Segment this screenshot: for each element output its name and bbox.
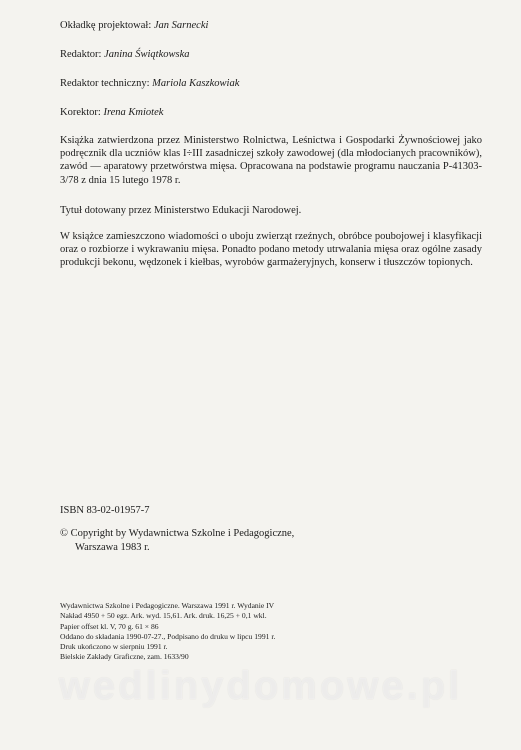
credit-role: Korektor:	[60, 107, 101, 118]
credit-name: Janina Świątkowska	[104, 49, 190, 60]
credit-role: Okładkę projektował:	[60, 20, 152, 31]
credit-name: Irena Kmiotek	[103, 107, 164, 118]
printing-imprint	[60, 601, 275, 663]
credit-name: Mariola Kaszkowiak	[152, 78, 240, 89]
imprint-line: Papier offset kl. V, 70 g. 61 × 86	[60, 621, 159, 631]
approval-paragraph: Książka zatwierdzona przez Ministerstwo Rolnictwa, Leśnictwa i Gospodarki Żywnościowej jako podręcznik dla uczniów klas I÷III zasadniczej szkoły zawodowej (dla młodocianych pracowników), zawód — aparatowy przetwórstwa mięsa. Opracowana na podstawie programu nauczania P-41303-3/78 z dnia 15 lutego 1978 r.	[60, 135, 482, 186]
credit-cover-designer	[60, 19, 208, 32]
isbn-number: ISBN 83-02-01957-7	[60, 505, 150, 516]
imprint-line: Druk ukończono w sierpniu 1991 r.	[60, 642, 168, 652]
imprint-line: Nakład 4950 + 50 egz. Ark. wyd. 15,61. Ark. druk. 16,25 + 0,1 wkl.	[60, 611, 267, 621]
credit-name: Jan Sarnecki	[153, 20, 209, 31]
imprint-line: Bielskie Zakłady Graficzne, zam. 1633/90	[60, 652, 189, 662]
site-watermark: wedlinydomowe.pl	[58, 664, 463, 708]
copyright-line-2: Warszawa 1983 r.	[75, 542, 150, 553]
imprint-line: Wydawnictwa Szkolne i Pedagogiczne. Warszawa 1991 r. Wydanie IV	[60, 601, 275, 610]
credit-role: Redaktor techniczny:	[60, 78, 150, 89]
summary-paragraph: W książce zamieszczono wiadomości o uboju zwierząt rzeźnych, obróbce poubojowej i klasyfikacji oraz o rozbiorze i wykrawaniu mięsa. Ponadto podano metody utrwalania mięsa oraz ogólne zasady produkcji bekonu, wędzonek i kiełbas, wyrobów garmażeryjnych, konserw i tłuszczów topionych.	[60, 231, 482, 269]
credit-proofreader	[60, 106, 163, 119]
imprint-line: Oddano do składania 1990-07-27., Podpisano do druku w lipcu 1991 r.	[60, 631, 276, 641]
funding-paragraph: Tytuł dotowany przez Ministerstwo Edukacji Narodowej.	[60, 205, 302, 216]
copyright-notice	[60, 527, 294, 555]
credit-technical-editor	[60, 77, 239, 90]
copyright-line-1: © Copyright by Wydawnictwa Szkolne i Pedagogiczne,	[60, 528, 295, 539]
credit-editor	[60, 48, 189, 61]
credit-role: Redaktor:	[60, 49, 102, 60]
